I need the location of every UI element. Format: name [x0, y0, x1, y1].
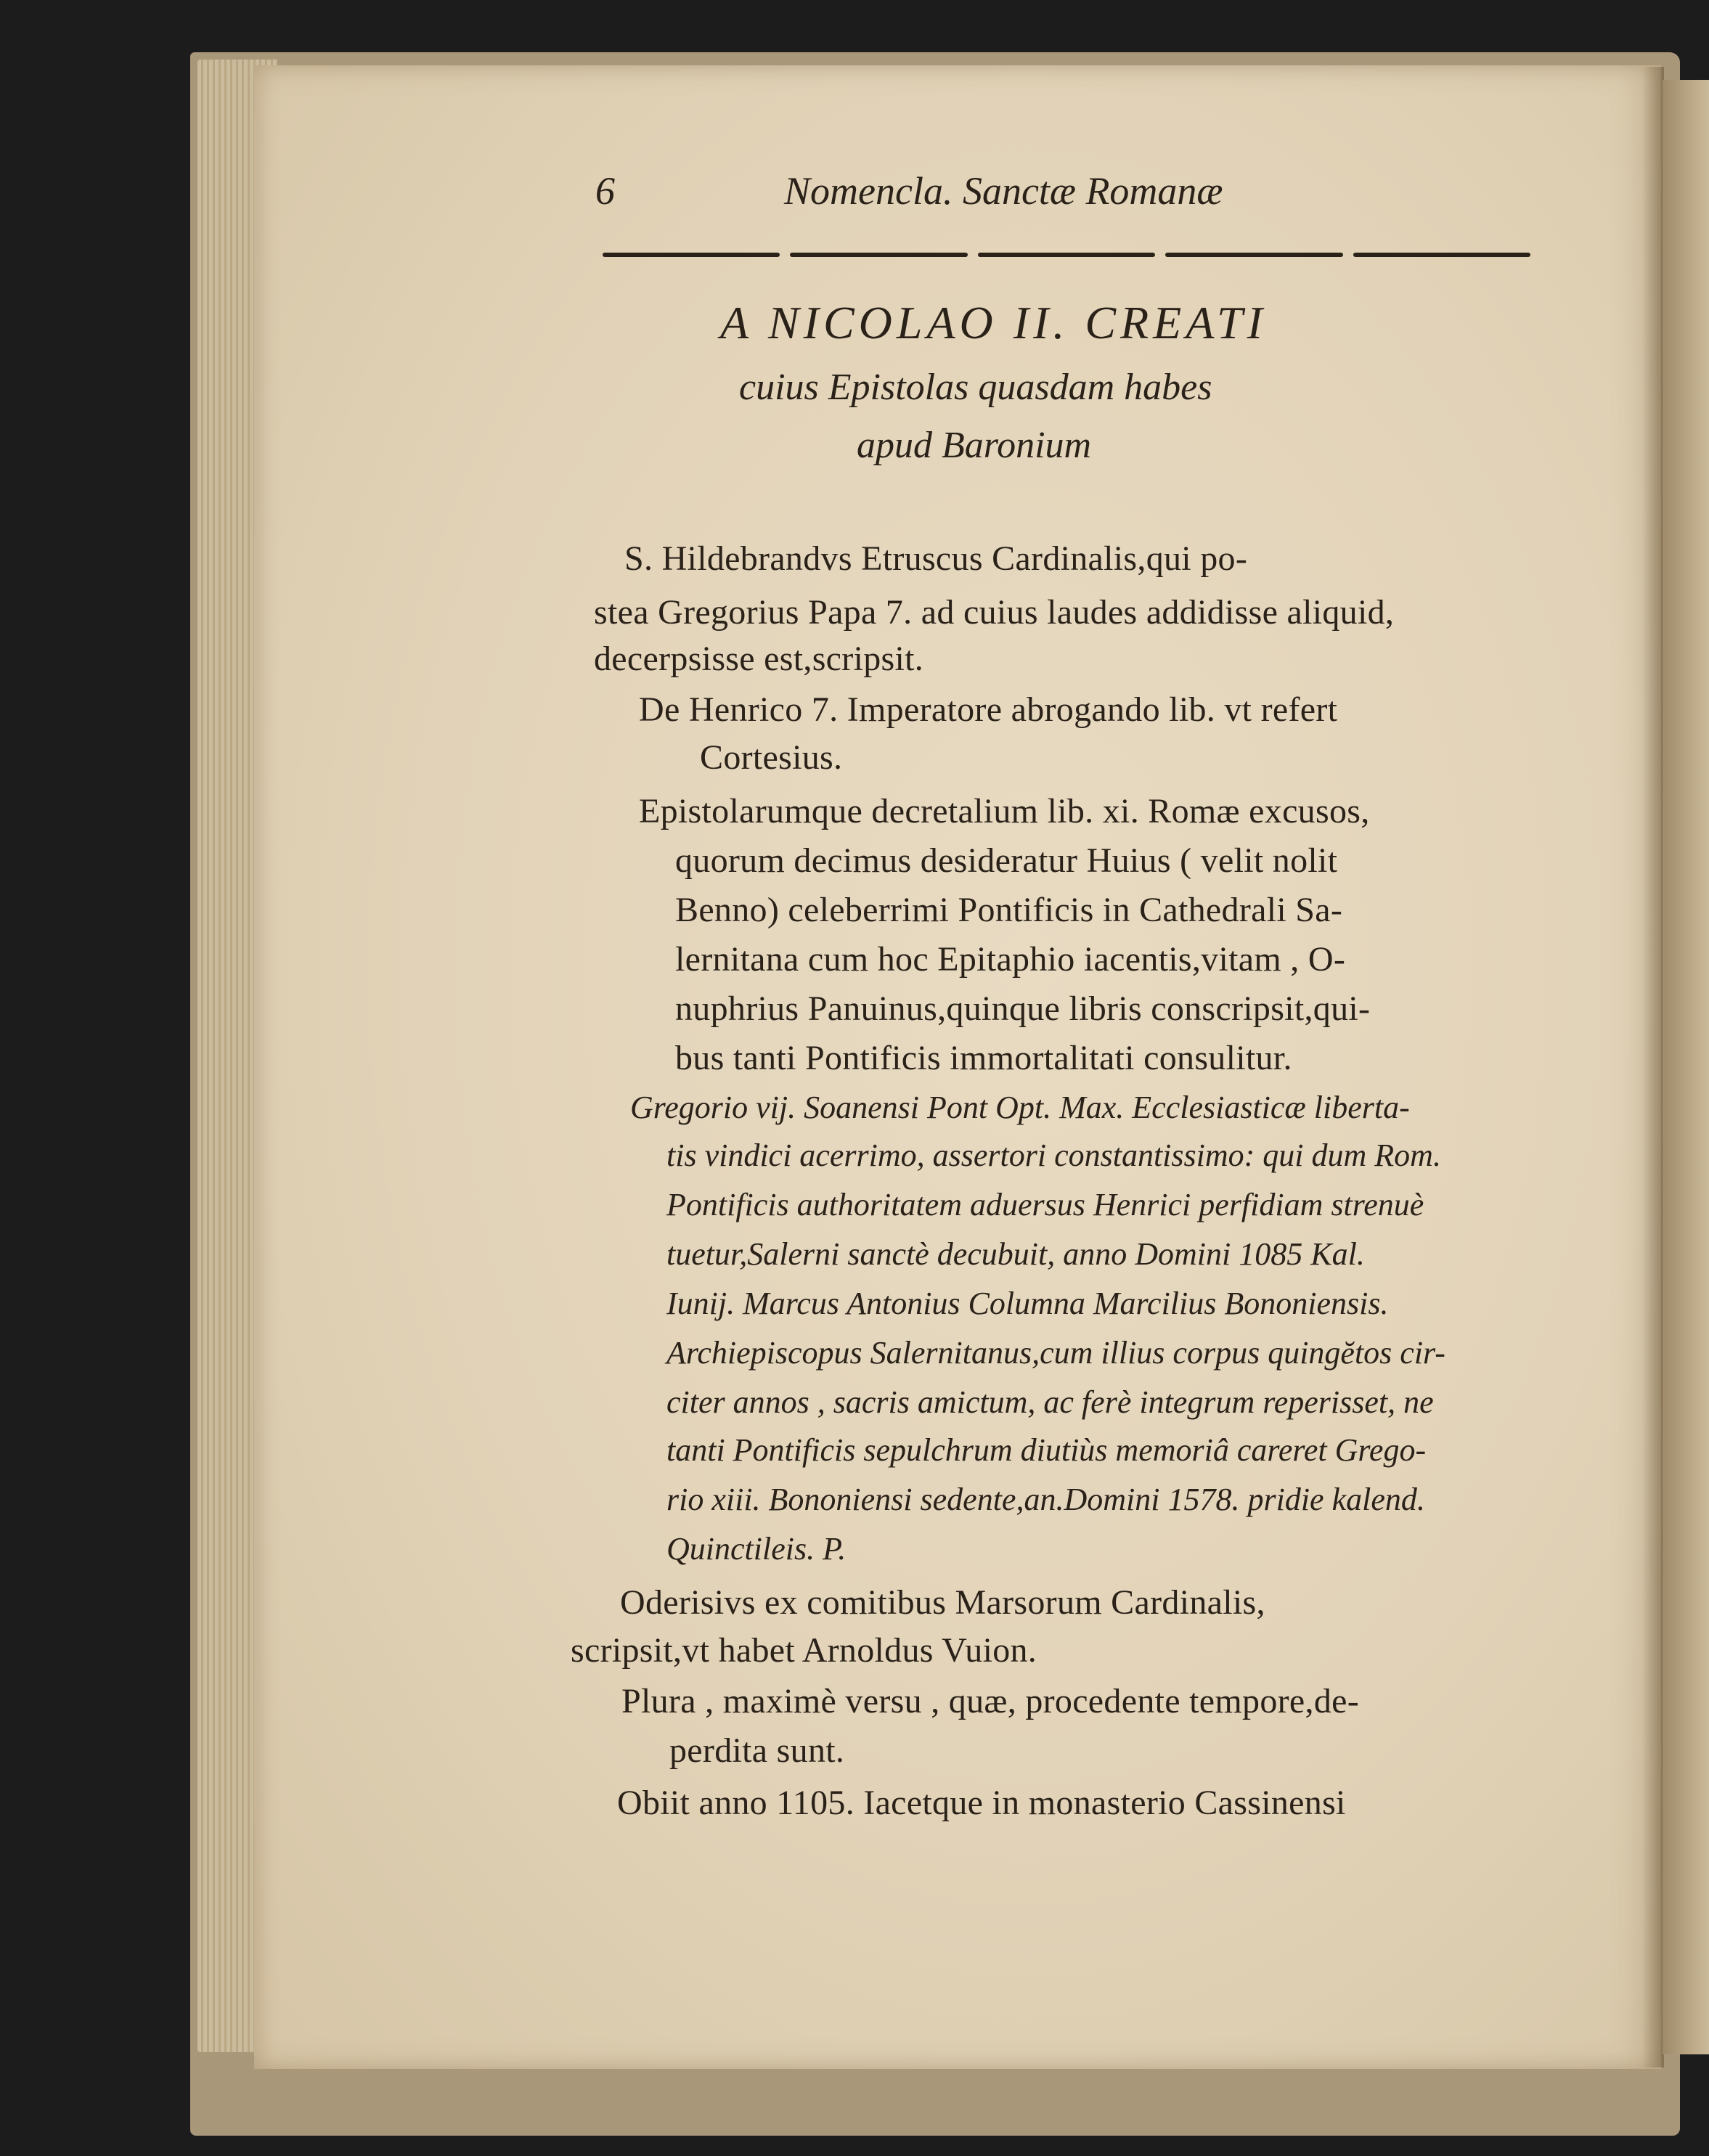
- body-line: perdita sunt.: [669, 1731, 845, 1770]
- body-line: Benno) celeberrimi Pontificis in Cathedrali Sa-: [675, 891, 1343, 929]
- body-line: quorum decimus desideratur Huius ( velit nolit: [675, 841, 1338, 880]
- body-line: scripsit,vt habet Arnoldus Vuion.: [571, 1631, 1037, 1670]
- rule-segment: [978, 253, 1155, 257]
- body-line: S. Hildebrandvs Etruscus Cardinalis,qui po-: [624, 539, 1248, 578]
- body-line: Obiit anno 1105. Iacetque in monasterio Cassinensi: [617, 1784, 1346, 1822]
- section-heading: A NICOLAO II. CREATI: [720, 297, 1267, 348]
- epitaph-line: Quinctileis. P.: [666, 1531, 847, 1567]
- facing-page-edge: [1663, 80, 1709, 2054]
- rule-segment: [1165, 253, 1342, 257]
- epitaph-line: Pontificis authoritatem aduersus Henrici perfidiam strenuè: [666, 1187, 1424, 1222]
- running-title: Nomencla. Sanctæ Romanæ: [784, 169, 1223, 213]
- body-line: decerpsisse est,scripsit.: [594, 640, 924, 678]
- section-subheading: cuius Epistolas quasdam habes: [739, 367, 1212, 408]
- epitaph-line: tis vindici acerrimo, assertori constantissimo: qui dum Rom.: [666, 1138, 1441, 1173]
- body-line: Epistolarumque decretalium lib. xi. Romæ excusos,: [639, 792, 1370, 830]
- body-line: bus tanti Pontificis immortalitati consulitur.: [675, 1039, 1292, 1077]
- epitaph-line: tuetur,Salerni sanctè decubuit, anno Domini 1085 Kal.: [666, 1236, 1365, 1272]
- epitaph-line: citer annos , sacris amictum, ac ferè integrum reperisset, ne: [666, 1384, 1434, 1420]
- body-line: Plura , maximè versu , quæ, procedente tempore,de-: [621, 1682, 1360, 1720]
- body-line: lernitana cum hoc Epitaphio iacentis,vitam , O-: [675, 940, 1346, 979]
- body-line: Cortesius.: [700, 738, 843, 777]
- body-line: Oderisivs ex comitibus Marsorum Cardinalis,: [620, 1583, 1265, 1622]
- rule-segment: [1353, 253, 1530, 257]
- rule-segment: [603, 253, 780, 257]
- epitaph-line: tanti Pontificis sepulchrum diutiùs memoriâ careret Grego-: [666, 1432, 1427, 1468]
- body-line: nuphrius Panuinus,quinque libris conscripsit,qui-: [675, 989, 1371, 1028]
- gutter-shadow: [1642, 67, 1664, 2067]
- page-number: 6: [595, 169, 615, 213]
- rule-segment: [790, 253, 967, 257]
- section-subheading-2: apud Baronium: [857, 425, 1092, 466]
- header-rule: [603, 253, 1530, 258]
- body-line: stea Gregorius Papa 7. ad cuius laudes addidisse aliquid,: [594, 593, 1395, 632]
- epitaph-line: Iunij. Marcus Antonius Columna Marcilius Bononiensis.: [666, 1286, 1389, 1321]
- body-line: De Henrico 7. Imperatore abrogando lib. vt refert: [639, 690, 1338, 729]
- epitaph-line: Gregorio vij. Soanensi Pont Opt. Max. Ecclesiasticæ liberta-: [630, 1090, 1410, 1125]
- epitaph-line: rio xiii. Bononiensi sedente,an.Domini 1578. pridie kalend.: [666, 1482, 1425, 1517]
- epitaph-line: Archiepiscopus Salernitanus,cum illius corpus quingĕtos cir-: [666, 1335, 1445, 1371]
